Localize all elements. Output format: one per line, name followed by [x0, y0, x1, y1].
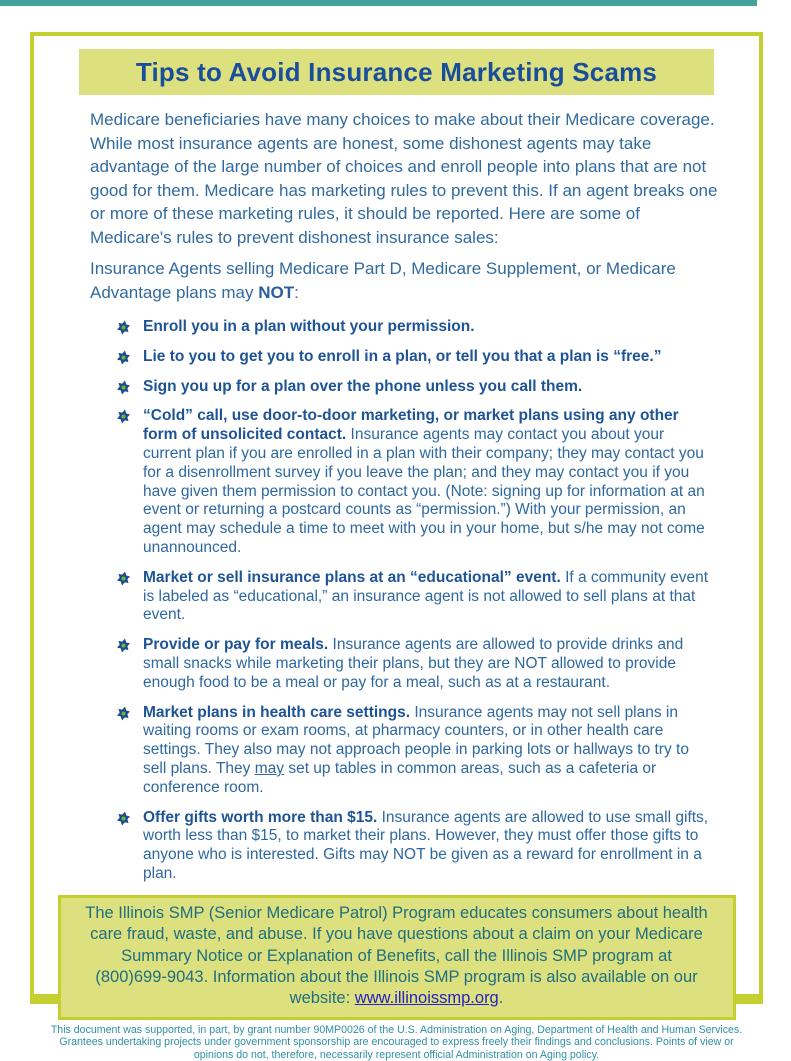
rule-list-item [143, 636, 709, 692]
lead-in-colon: : [294, 282, 299, 302]
rule-list-item [143, 704, 709, 798]
rules-list [143, 318, 709, 884]
bullet-bold-text: Enroll you in a plan without your permission. [143, 318, 475, 335]
rule-list-item [143, 809, 709, 884]
bullet-description: Insurance agents are allowed to provide drinks and small snacks while marketing their plans, but they are NOT allowed to provide enough food to be a meal or pay for a meal, such as at a restaurant. [143, 636, 684, 691]
star-bullet-icon [116, 571, 131, 586]
bullet-bold-text: Market or sell insurance plans at an “educational” event. [143, 568, 561, 586]
star-bullet-icon [116, 638, 131, 653]
page-title: Tips to Avoid Insurance Marketing Scams [135, 56, 658, 87]
lead-in-paragraph [90, 257, 723, 304]
star-bullet-icon [116, 706, 131, 721]
bullet-description: Insurance agents may contact you about your current plan if you are enrolled in a plan with their company; they may contact you for a disenrollment survey if you leave the plan; and they may contact you if you have given them permission to contact you. (Note: signing up for information at an event or returning a postcard counts as “permission.”) With your permission, an agent may schedule a time to meet with you in your home, but s/he may not come unannounced. [143, 426, 705, 556]
grant-disclaimer-footer: This document was supported, in part, by grant number 90MP0026 of the U.S. Administration on Aging, Department of Health and Human Services. Grantees undertaking projects under government sponsorship are encouraged to express freely their findings and conclusions. Points of view or opinions do not, therefore, necessarily represent official Administration on Aging policy. [50, 1023, 743, 1061]
bullet-description: If a community event is labeled as “educational,” an insurance agent is not allowed to sell plans at that event. [143, 568, 709, 624]
page-border-frame [30, 32, 763, 1061]
rule-list-item [143, 318, 709, 337]
rule-list-item [143, 569, 709, 625]
smp-website-link[interactable]: www.illinoissmp.org [354, 989, 499, 1008]
star-bullet-icon [116, 380, 131, 395]
bullet-bold-text: Provide or pay for meals. [143, 636, 329, 654]
bullet-bold-text: Lie to you to get you to enroll in a plan, or tell you that a plan is “free.” [143, 347, 662, 365]
star-bullet-icon [116, 350, 131, 365]
rule-list-item [143, 407, 709, 557]
title-banner [79, 49, 714, 95]
intro-paragraph: Medicare beneficiaries have many choices to make about their Medicare coverage. While most insurance agents are honest, some dishonest agents may take advantage of the large number of choices and enroll people into plans that are not good for them. Medicare has marketing rules to prevent this. If an agent breaks one or more of these marketing rules, it should be reported. Here are some of Medicare's rules to prevent dishonest insurance sales: [90, 110, 718, 247]
lead-in-not-bold: NOT [258, 282, 295, 302]
bullet-description: Insurance agents may not sell plans in waiting rooms or exam rooms, at pharmacy counters, or in other health care settings. They also may not approach people in parking lots or hallways to try to sell plans. They may set up tables in common areas, such as a cafeteria or conference room. [143, 703, 689, 796]
bullet-description: Insurance agents are allowed to use small gifts, worth less than $15, to market their plans. However, they must offer those gifts to anyone who is interested. Gifts may NOT be given as a reward for enrollment in a plan. [143, 808, 709, 882]
top-edge-line [0, 0, 757, 6]
rule-list-item [143, 378, 709, 397]
bullet-bold-text: Offer gifts worth more than $15. [143, 808, 378, 826]
smp-box-text-end: . [498, 989, 504, 1008]
star-bullet-icon [116, 811, 131, 826]
rule-list-item [143, 348, 709, 367]
smp-info-box [58, 895, 736, 1020]
bullet-bold-text: Sign you up for a plan over the phone unless you call them. [143, 377, 583, 395]
smp-box-text: The Illinois SMP (Senior Medicare Patrol) Program educates consumers about health care fraud, waste, and abuse. If you have questions about a claim on your Medicare Summary Notice or Explanation of Benefits, call the Illinois SMP program at (800)699-9043. Information about the Illinois SMP program is also available on our website: [85, 903, 708, 1008]
lead-in-text: Insurance Agents selling Medicare Part D, Medicare Supplement, or Medicare Advantage plans may [90, 259, 676, 302]
star-bullet-icon [116, 320, 131, 335]
bullet-bold-text: Market plans in health care settings. [143, 703, 411, 721]
bullet-bold-text: “Cold” call, use door-to-door marketing, or market plans using any other form of unsolicited contact. [143, 407, 679, 444]
star-bullet-icon [116, 409, 131, 424]
